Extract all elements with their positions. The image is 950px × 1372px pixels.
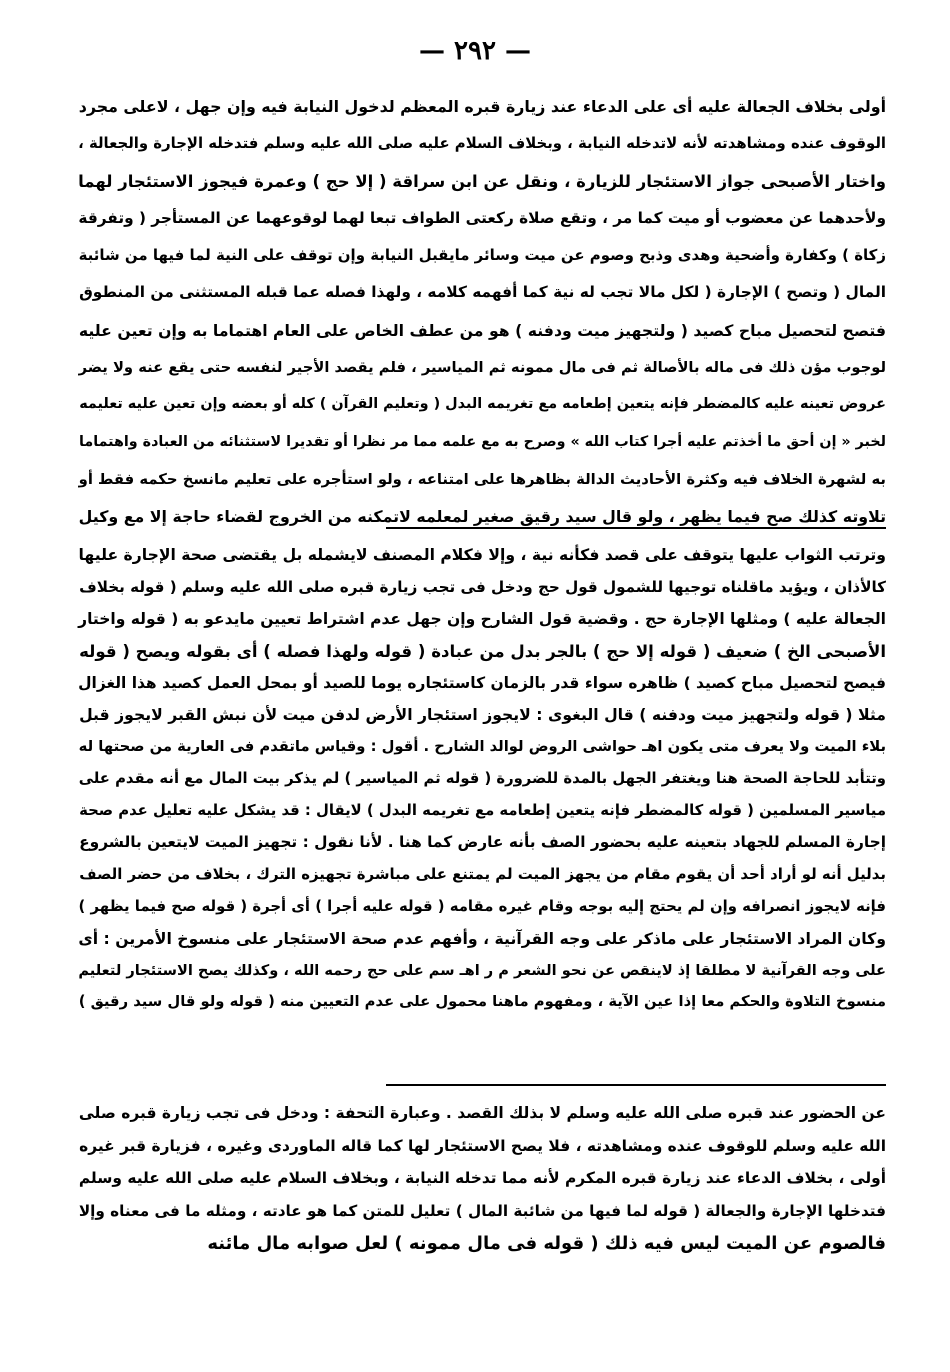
gloss-line: أولى ، بخلاف الدعاء عند زيارة قبره المكرم لأنه مما تدخله النيابة ، وبخلاف السلام عليه صلى الله عليه وسلم	[78, 1169, 886, 1188]
gloss-line: فتدخلها الإجارة والجعالة ( قوله لما فيها من شائبة المال ) تعليل للمتن كما هو عادته ، ومثله ما فى معناه وإلا	[78, 1202, 886, 1221]
main-line: ولأحدهما عن معضوب أو ميت كما مر ، وتقع صلاة ركعتى الطواف تبعا لهما لوقوعهما عن المستأجر ( وتفرقة	[78, 208, 886, 227]
main-line: واختار الأصبحى جواز الاستئجار للزيارة ، ونقل عن ابن سراقة ( إلا حج ) وعمرة فيجوز الاستئجار لهما	[78, 171, 886, 191]
main-line: زكاة ) وكفارة وأضحية وهدى وذبح وصوم عن ميت وسائر مايقبل النيابة وإن توقف على النية لما فيها من شائبة	[78, 246, 886, 265]
main-line: تلاوته كذلك صح فيما يظهر ، ولو قال سيد رقيق صغير لمعلمه لاتمكنه من الخروج لقضاء حاجة إلا مع وكيل	[78, 507, 886, 527]
main-line: أولى بخلاف الجعالة عليه أى على الدعاء عند زيارة قبره المعظم لدخول النيابة فيه وإن جهل ، لاعلى مجرد	[78, 97, 886, 116]
commentary-line: الأصبحى الخ ) ضعيف ( قوله إلا حج ) بالجر بدل من عبادة ( قوله ولهذا فصله ) أى بقوله ويصح ( قوله	[79, 641, 886, 661]
commentary-line: مثلا ( قوله ولتجهيز ميت ودفنه ) قال البغوى : لايجوز استئجار الأرض لدفن ميت لأن نبش القبر لايجوز قبل	[79, 705, 886, 725]
commentary-line: فإنه لايجوز انصرافه وإن لم يحتج إليه بوجه وقام غيره مقامه ( قوله عليه أجرا ) أى أجرة ( قوله صح فيما يظهر )	[78, 896, 886, 915]
gloss-line: الله عليه وسلم للوقوف عنده ومشاهدته ، فلا يصح الاستئجار لها كما قاله الماوردى وغيره ، فزيارة قبر غيره	[79, 1136, 886, 1155]
page-number: — ٢٩٢ —	[418, 36, 532, 66]
main-line: المال ( وتصح ) الإجارة ( لكل مالا تجب له نية كما أفهمه كلامه ، ولهذا فصله عما قبله المستثنى من المنطوق	[79, 283, 886, 302]
main-line: به لشهرة الخلاف فيه وكثرة الأحاديث الدالة بظاهرها على امتناعه ، ولو استأجره على تعليم مانسخ حكمه فقط أو	[78, 470, 886, 488]
commentary-line: بدليل أنه لو أراد أحد أن يقوم مقام من يجهز الميت لم يمتنع على مباشرة تجهيزه الترك ، بخلاف من حضر الصف	[79, 864, 886, 883]
gloss-line: عن الحضور عند قبره صلى الله عليه وسلم لا بذلك القصد . وعبارة التحفة : ودخل فى تجب زيارة قبره صلى	[78, 1104, 886, 1122]
gloss-line: فالصوم عن الميت ليس فيه ذلك ( قوله فى مال ممونه ) لعل صوابه مال مائنه	[207, 1232, 886, 1254]
commentary-line: منسوخ التلاوة والحكم معا إذا عين الآية ، ومفهوم ماهنا محمول على عدم التعيين منه ( قوله ولو قال سيد رقيق )	[78, 993, 886, 1011]
gloss-block	[74, 1097, 886, 1260]
section-divider	[386, 527, 886, 529]
commentary-line: على وجه القرآنية لا مطلقا إذ لاينقص عن نحو الشعر م ر اهـ سم على حج رحمه الله ، وكذلك يصح الاستئجار لتعليم	[78, 961, 886, 979]
section-divider	[386, 1084, 886, 1086]
main-text-block	[74, 88, 886, 536]
commentary-line: فيصح لتحصيل مباح كصيد ) ظاهره سواء قدر بالزمان كاستئجاره يوما للصيد أو بمحل العمل كصيد هذا الغزال	[78, 673, 886, 692]
commentary-block	[74, 540, 886, 1018]
main-line: لوجوب مؤن ذلك فى ماله بالأصالة ثم فى مال ممونه ثم المياسير ، فلم يقصد الأجير لنفسه حتى يقع عنه ولا يضر	[78, 359, 886, 377]
commentary-line: بلاء الميت ولا يعرف متى يكون اهـ حواشى الروض لوالد الشارح . أقول : وقياس ماتقدم فى العارية من صحتها له	[78, 738, 886, 756]
main-line: فتصح لتحصيل مباح كصيد ( ولتجهيز ميت ودفنه ) هو من عطف الخاص على العام اهتماما به وإن تعين عليه	[78, 320, 886, 340]
commentary-line: وتتأبد للحاجة الصحة هنا ويغتفر الجهل بالمدة للضرورة ( قوله ثم المياسير ) لم يذكر بيت المال مع أنه مقدم على	[78, 770, 886, 788]
commentary-line: إجارة المسلم للجهاد بتعينه عليه بحضور الصف بأنه عارض كما هنا . لأنا نقول : تجهيز الميت لايتعين بالشروع	[79, 833, 886, 852]
commentary-line: مياسير المسلمين ( قوله كالمضطر فإنه يتعين إطعامه مع تغريمه البدل ) لايقال : قد يشكل عليه تعليل عدم صحة	[79, 802, 886, 820]
main-line: الوقوف عنده ومشاهدته لأنه لاتدخله النيابة ، وبخلاف السلام عليه صلى الله عليه وسلم فتدخله الإجارة والجعالة ،	[78, 134, 886, 153]
main-line: عروض تعينه عليه كالمضطر فإنه يتعين إطعامه مع تغريمه البدل ( وتعليم القرآن ) كله أو بعضه وإن تعين عليه تعليمه	[79, 396, 886, 413]
commentary-line: وترتب الثواب عليها يتوقف على قصد فكأنه نية ، وإلا فكلام المصنف لايشمله بل يقتضى صحة الإجارة عليها	[78, 546, 886, 564]
commentary-line: الجعالة عليه ) ومثلها الإجارة حج . وقضية قول الشارح وإن جهل عدم اشتراط تعيين مايدعو به ( قوله واختار	[78, 609, 886, 628]
commentary-line: وكان المراد الاستئجار على ماذكر على وجه القرآنية ، وأفهم عدم صحة الاستئجار على منسوخ الأمرين : أى	[78, 928, 886, 948]
commentary-line: كالأذان ، ويؤيد ماقلناه توجيها للشمول قول حج ودخل فى تجب زيارة قبره صلى الله عليه وسلم ( قوله بخلاف	[79, 577, 886, 596]
main-line: لخبر « إن أحق ما أخذتم عليه أجرا كتاب الله » وصرح به مع علمه مما مر نظرا أو تقديرا لاستثنائه من العبادة واهتماما	[79, 433, 886, 450]
